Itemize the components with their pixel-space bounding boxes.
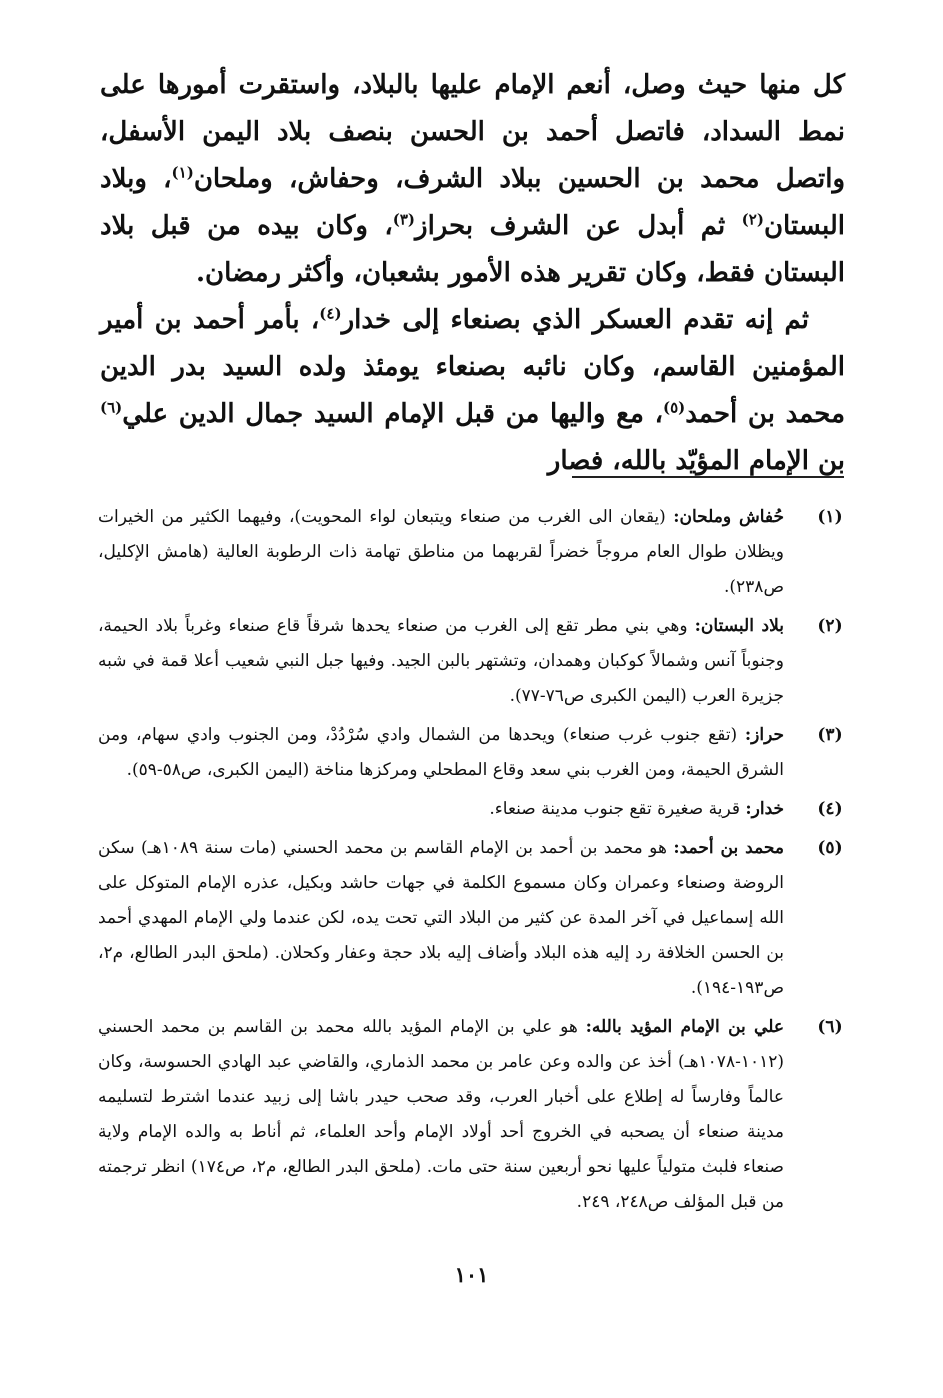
footnote-6: [98, 1010, 850, 1220]
footnote-4: [98, 792, 850, 827]
footnote-number: (٤): [817, 799, 843, 819]
footnote-1: [98, 500, 850, 605]
main-text: [100, 62, 845, 485]
paragraph-text: ، وبلاد البستان: [100, 164, 845, 241]
footnote-text: هو محمد بن أحمد بن الإمام القاسم بن محمد الحسني (مات سنة ١٠٨٩هـ) سكن الروضة وصنعاء وعمران وكان مسموع الكلمة في جهات حاشد وبكيل، عذره الإمام المتوكل على الله إسماعيل في آخر المدة عن كثير من البلاد التي تحت يده، لكن عندما ولي الإمام المهدي أحمد بن الحسن الخلافة رد إليه هذه البلاد وأضاف إليه بلاد حجة وعفار وكحلان. (ملحق البدر الطالع، م٢، ص١٩٣-١٩٤).: [98, 838, 784, 998]
footnotes: [98, 500, 850, 1224]
footnote-number: (٢): [817, 616, 843, 636]
footnote-text: قرية صغيرة تقع جنوب مدينة صنعاء.: [489, 799, 746, 819]
footnote-text: هو علي بن الإمام المؤيد بالله محمد بن القاسم بن محمد الحسني (١٠١٢-١٠٧٨هـ) أخذ عن والده وعن عامر بن محمد الذماري، والقاضي عبد الهادي الحسوسة، وكان عالماً وفارساً له إطلاع على أخبار العرب، وقد صحب حيدر باشا إلى زبيد عندما اشترط لتسليمه مدينة صنعاء أن يصحبه في الخروج أحد أولاد الإمام وأحد العلماء، ثم أناط به والده الإمام ولاية صنعاء فلبث متولياً عليها نحو أربعين سنة حتى مات. (ملحق البدر الطالع، م٢، ص١٧٤) انظر ترجمته من قبل المؤلف ص٢٤٨، ٢٤٩.: [98, 1017, 784, 1212]
footnote-separator: [572, 476, 844, 478]
footnote-title: علي بن الإمام المؤيد بالله:: [585, 1017, 784, 1037]
footnote-title: حُفاش وملحان:: [673, 507, 784, 527]
footnote-number: (٥): [817, 838, 843, 858]
paragraph-text: كل منها حيث وصل، أنعم الإمام عليها بالبلاد، واستقرت أمورها على نمط السداد، فاتصل أحمد بن الحسن بنصف بلاد اليمن الأسفل، واتصل محمد بن الحسين ببلاد الشرف، وحفاش، وملحان: [100, 70, 846, 194]
footnote-5: [98, 831, 850, 1006]
main-paragraph-1: [100, 62, 845, 297]
paragraph-text: ، وكان بيده من قبل بلاد البستان فقط، وكان تقرير هذه الأمور بشعبان، وأكثر رمضان.: [100, 211, 845, 288]
paragraph-text: ثم أبدل عن الشرف بحراز: [415, 211, 742, 241]
footnote-reference-3: (٣): [392, 210, 416, 229]
footnote-text: وهي بني مطر تقع إلى الغرب من صنعاء يحدها شرقاً قاع صنعاء وغرباً بلاد الحيمة، وجنوباً آنس وشمالاً كوكبان وهمدان، وتشتهر بالبن الجيد. وفيها جبل النبي شعيب أعلا قمة في شبه جزيرة العرب (اليمن الكبرى ص٧٦-٧٧).: [98, 616, 784, 706]
page-number: ١٠١: [454, 1262, 489, 1287]
footnote-2: [98, 609, 850, 714]
footnote-number: (٣): [817, 725, 843, 745]
footnote-reference-6: (٦): [100, 398, 123, 417]
footnote-text: (يقعان الى الغرب من صنعاء ويتبعان لواء المحويت)، وفيهما الكثير من الخيرات ويظلان طوال العام مروجاً خضراً لقربهما من مناطق تهامة ذات الرطوبة العالية (هامش الإكليل، ص٢٣٨).: [98, 507, 784, 597]
footnote-reference-5: (٥): [662, 398, 686, 417]
footnote-3: [98, 718, 850, 788]
footnote-title: بلاد البستان:: [694, 616, 784, 636]
footnote-number: (٦): [817, 1017, 843, 1037]
footnote-number: (١): [817, 507, 843, 527]
footnote-text: (تقع جنوب غرب صنعاء) ويحدها من الشمال وادي سُرْدُدْ، ومن الجنوب وادي سهام، ومن الشرق الحيمة، ومن الغرب بني سعد وقاع المطحلي ومركزها مناخة (اليمن الكبرى، ص٥٨-٥٩).: [98, 725, 784, 780]
paragraph-text: ، بأمر أحمد بن أمير المؤمنين القاسم، وكان نائبه بصنعاء يومئذ ولده السيد بدر الدين محمد بن أحمد: [100, 305, 845, 429]
footnote-title: حراز:: [744, 725, 784, 745]
paragraph-text: بن الإمام المؤيّد بالله، فصار: [547, 446, 845, 476]
footnote-title: خدار:: [745, 799, 784, 819]
main-paragraph-2: [100, 297, 845, 485]
paragraph-text: ثم إنه تقدم العسكر الذي بصنعاء إلى خدار: [341, 305, 809, 335]
footnote-reference-4: (٤): [319, 304, 342, 323]
footnote-reference-2: (٢): [741, 210, 764, 229]
footnote-title: محمد بن أحمد:: [673, 838, 784, 858]
paragraph-text: ، مع واليها من قبل الإمام السيد جمال الدين علي: [122, 399, 663, 429]
footnote-reference-1: (١): [171, 163, 194, 182]
